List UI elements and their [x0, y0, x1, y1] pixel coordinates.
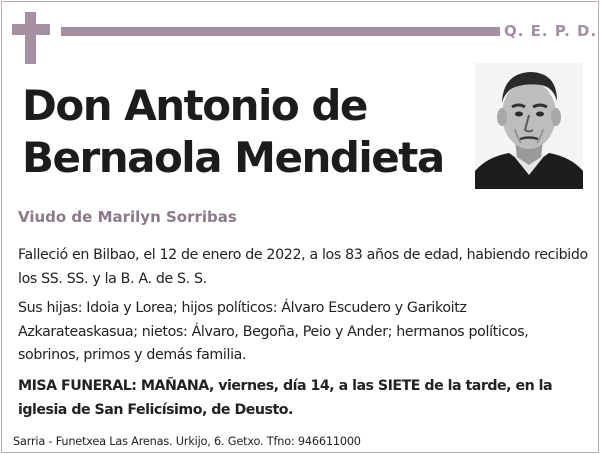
cross-icon: [25, 12, 36, 64]
name-line-1: Don Antonio de: [22, 81, 367, 130]
widower-of-line: Viudo de Marilyn Sorribas: [18, 208, 237, 226]
funeral-mass-paragraph: MISA FUNERAL: MAÑANA, viernes, día 14, a las SIETE de la tarde, en la iglesia de San Felicísimo, de Deusto.: [18, 378, 553, 418]
header-rule: [61, 27, 500, 36]
qepd-label: Q. E. P. D.: [504, 22, 598, 40]
cross-icon-bar: [12, 24, 50, 35]
portrait-photo: [475, 63, 583, 189]
family-paragraph: Sus hijas: Idoia y Lorea; hijos políticos: Álvaro Escudero y Garikoitz Azkarateaskasua; nietos: Álvaro, Begoña, Peio y Ander; hermanos políticos, sobrinos, primos y demás familia.: [18, 300, 529, 363]
deceased-name: [22, 80, 462, 184]
funeral-home-footer: Sarria - Funetxea Las Arenas. Urkijo, 6. Getxo. Tfno: 946611000: [13, 435, 361, 448]
name-line-2: Bernaola Mendieta: [22, 133, 444, 182]
portrait-illustration: [475, 63, 583, 189]
death-notice-paragraph: Falleció en Bilbao, el 12 de enero de 2022, a los 83 años de edad, habiendo recibido los SS. SS. y la B. A. de S. S.: [18, 247, 588, 287]
obituary-card: [1, 1, 599, 453]
